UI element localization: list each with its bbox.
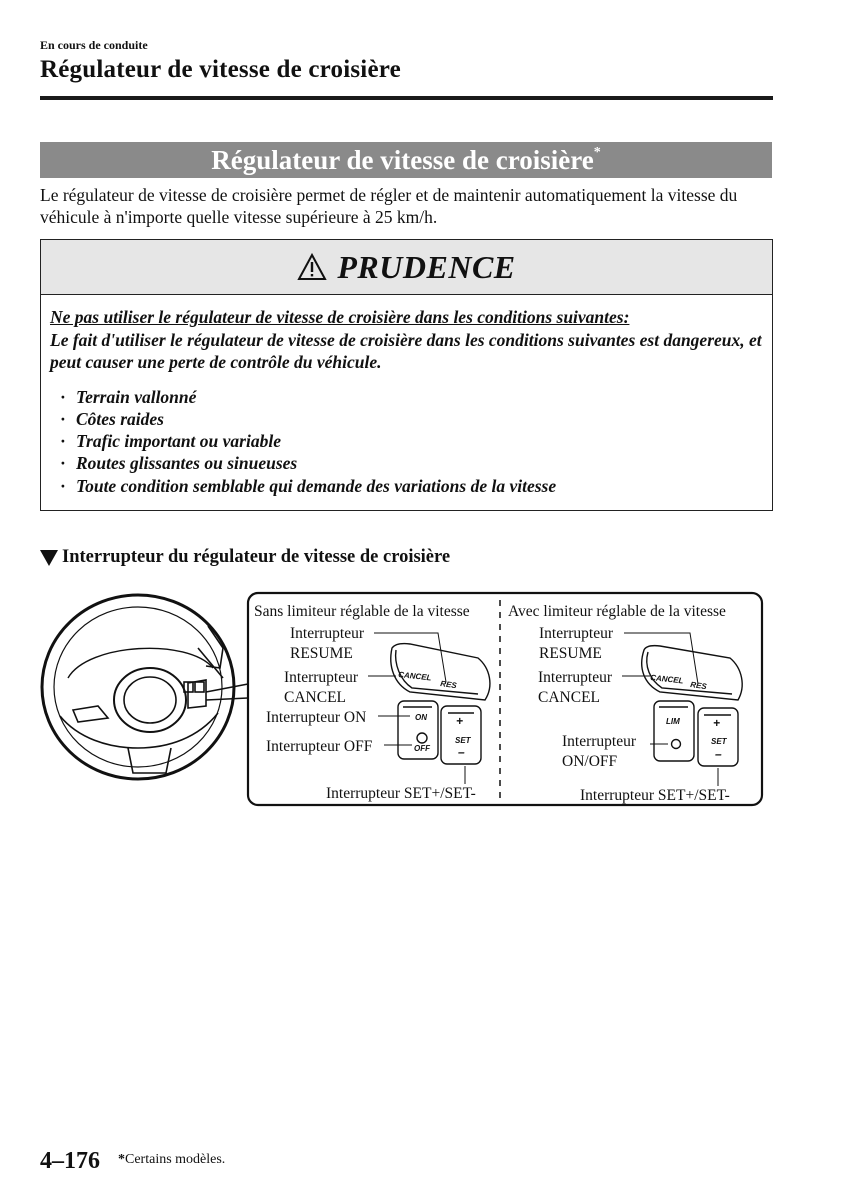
left-on-label: Interrupteur ON [266,709,367,726]
right-lim-text: LIM [666,717,680,726]
list-item-text: Trafic important ou variable [76,431,281,452]
bullet: · [60,408,66,429]
left-plus-text: + [456,714,464,728]
page-title: Régulateur de vitesse de croisière [40,56,401,83]
intro-paragraph: Le régulateur de vitesse de croisière permet de régler et de maintenir automatiquement la vitesse du véhicule à n'importe quelle vitesse supérieure à 25 km/h. [40,185,738,227]
left-resume-label-1: Interrupteur [290,625,365,642]
subsection-heading [40,547,450,568]
bullet: · [60,453,66,474]
section-heading-text: Régulateur de vitesse de croisière [211,145,594,175]
bullet: · [60,386,66,407]
caution-title: PRUDENCE [337,248,516,285]
down-triangle-icon [40,550,58,566]
right-res-text: RES [689,680,708,692]
right-onoff-label-2: ON/OFF [562,753,618,770]
left-cancel-text: CANCEL [397,670,432,683]
right-resume-label-2: RESUME [539,645,602,662]
caution-list [50,386,762,497]
left-panel-heading: Sans limiteur réglable de la vitesse [254,603,470,620]
list-item-text: Côtes raides [76,408,164,429]
footnote-text: Certains modèles. [125,1152,226,1167]
left-off-label: Interrupteur OFF [266,738,373,755]
bullet: · [60,475,66,496]
footnote-marker: * [118,1152,125,1167]
left-res-text: RES [439,679,458,691]
list-item-text: Routes glissantes ou sinueuses [76,453,298,474]
left-off-text: OFF [414,744,430,753]
left-set-text: SET [455,736,471,745]
switch-figure [38,588,768,810]
list-item-text: Terrain vallonné [76,386,197,407]
caution-text: Le fait d'utiliser le régulateur de vitesse de croisière dans les conditions suivantes est dangereux, et peut causer une perte de contrôle du véhicule. [50,329,762,372]
right-cancel-label-1: Interrupteur [538,669,613,686]
footnote [118,1152,225,1168]
right-resume-label-1: Interrupteur [539,625,614,642]
left-cancel-label-1: Interrupteur [284,669,359,686]
left-cancel-label-2: CANCEL [284,689,346,706]
bullet: · [60,431,66,452]
list-item [50,430,762,452]
list-item [50,386,762,408]
title-rule [40,96,773,100]
page-number: 4–176 [40,1148,100,1174]
right-onoff-label-1: Interrupteur [562,733,637,750]
caution-body [50,306,762,497]
list-item [50,475,762,497]
left-resume-label-2: RESUME [290,645,353,662]
list-item [50,452,762,474]
warning-triangle-icon [297,253,327,281]
right-plus-text: + [713,716,721,730]
caution-header [41,240,772,295]
left-minus-text: – [458,745,465,759]
right-cancel-text: CANCEL [649,673,684,686]
right-set-text: SET [711,737,727,746]
footnote-marker: * [593,145,601,160]
left-set-label: Interrupteur SET+/SET- [326,785,476,802]
right-panel-heading: Avec limiteur réglable de la vitesse [508,603,726,620]
right-minus-text: – [715,747,722,761]
section-heading [40,142,772,178]
steering-wheel-illustration [42,595,248,779]
right-set-label: Interrupteur SET+/SET- [580,787,730,804]
subsection-heading-text: Interrupteur du régulateur de vitesse de croisière [62,547,451,567]
right-cancel-label-2: CANCEL [538,689,600,706]
list-item-text: Toute condition semblable qui demande des variations de la vitesse [76,475,557,496]
caution-box [40,239,773,511]
left-on-text: ON [415,713,427,722]
caution-lead: Ne pas utiliser le régulateur de vitesse de croisière dans les conditions suivantes: [50,307,630,327]
list-item [50,408,762,430]
section-label: En cours de conduite [40,38,148,52]
